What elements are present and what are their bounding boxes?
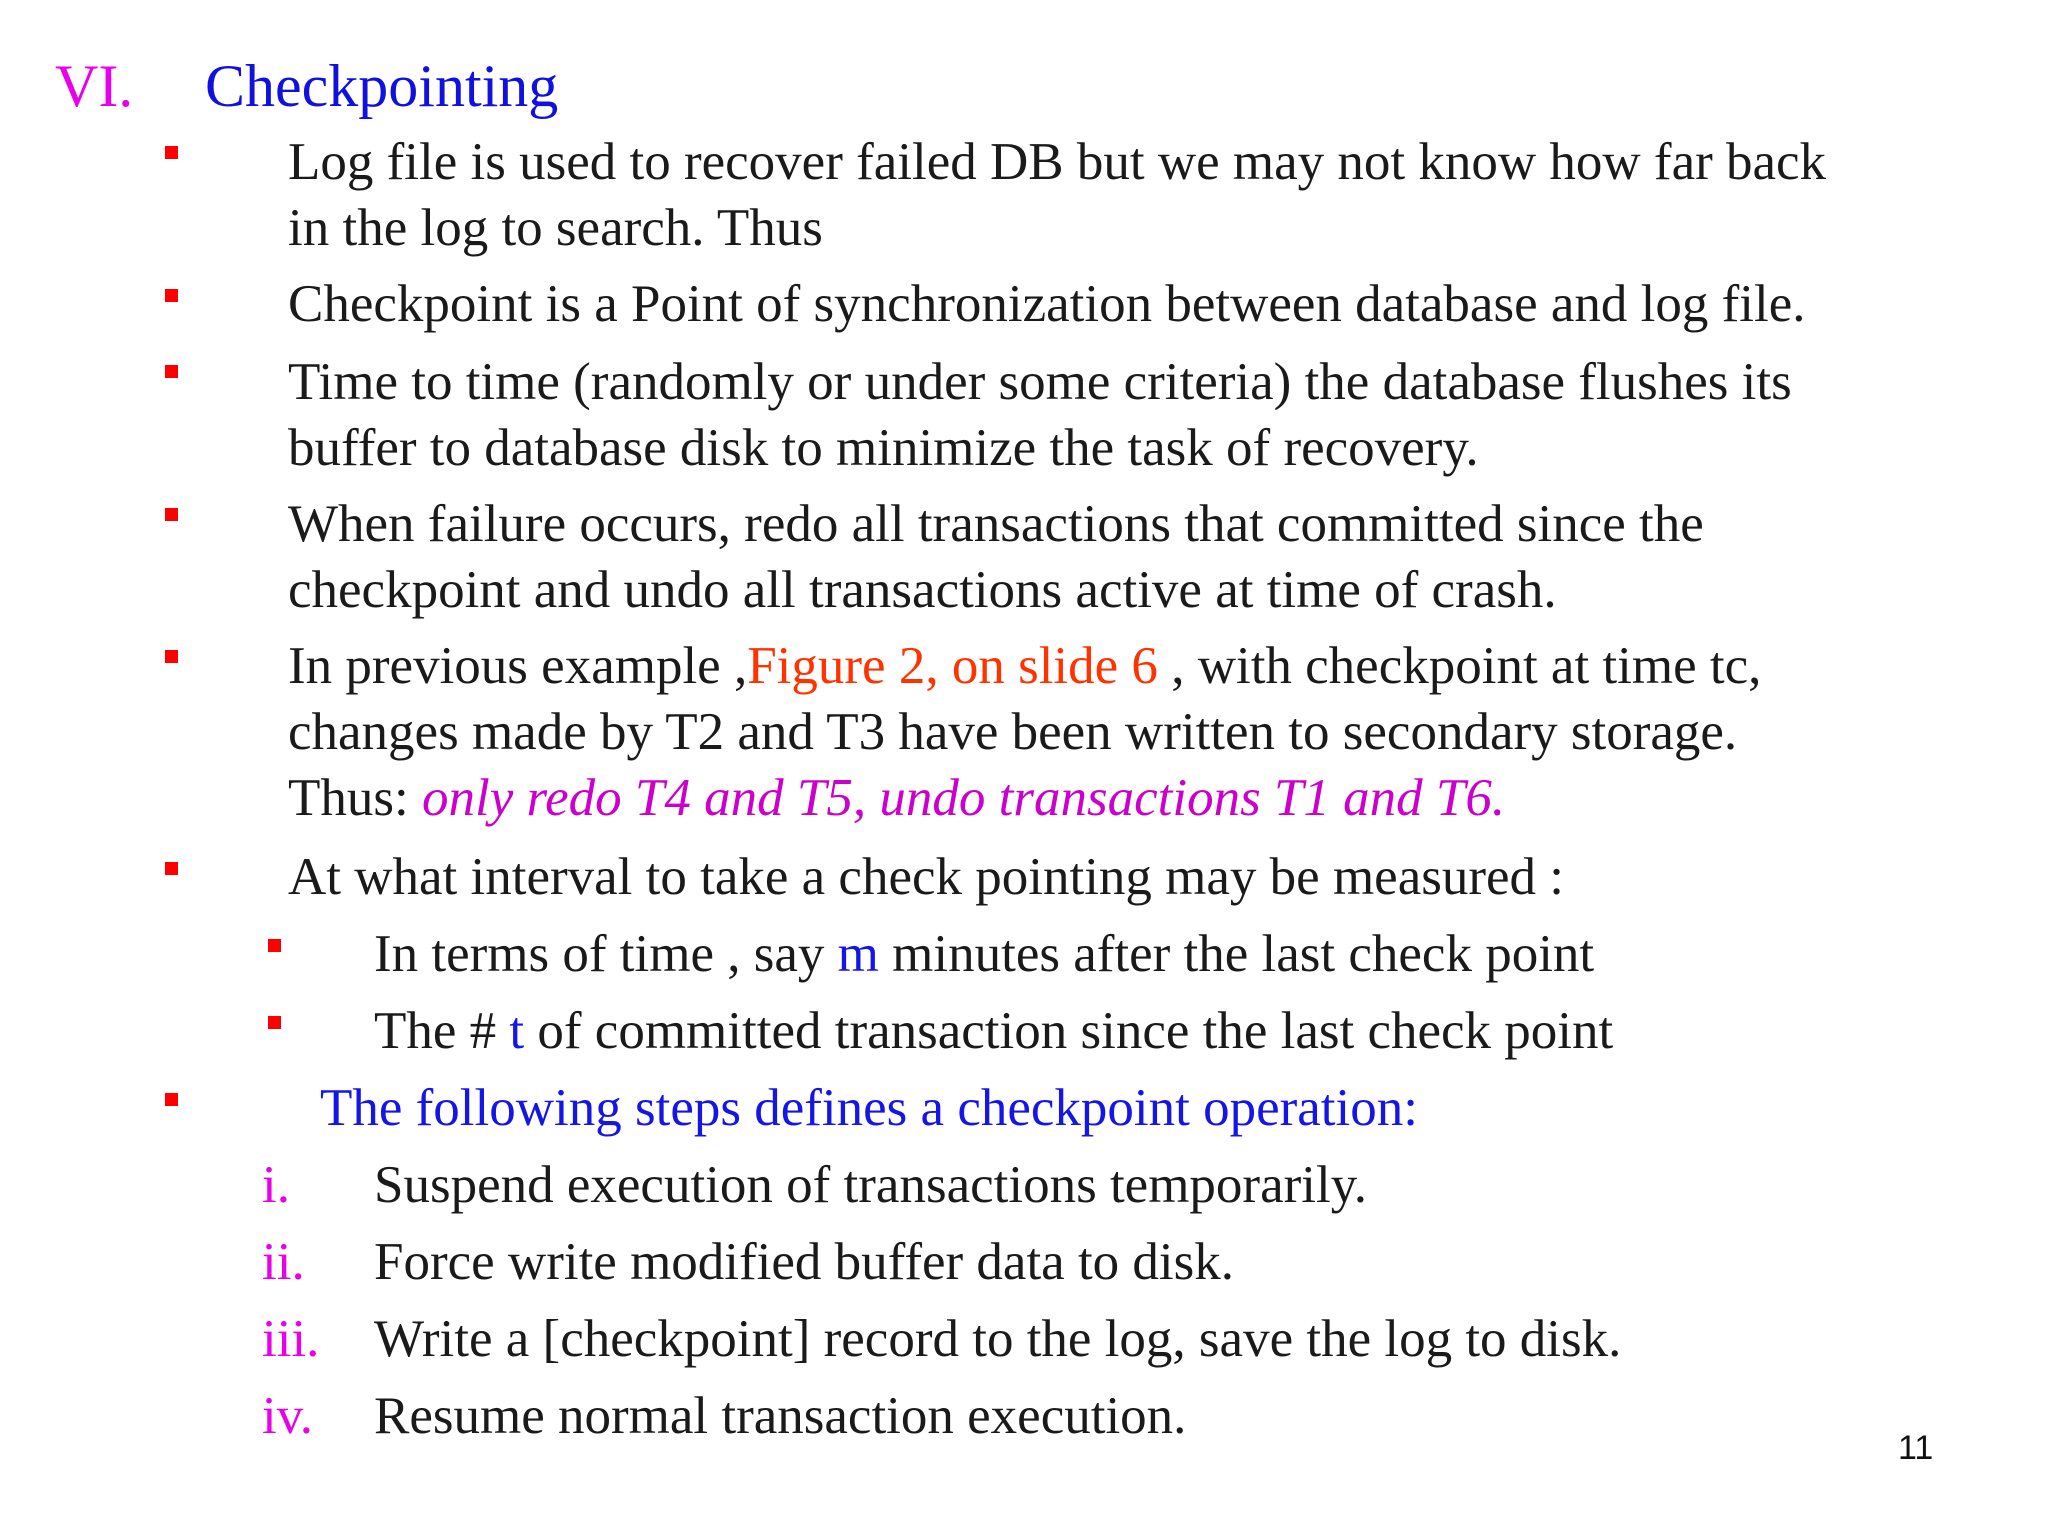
sub-bullet-text: The #: [374, 1002, 510, 1060]
bullet-5-text: Thus:: [288, 769, 422, 827]
sub-bullet-marker: [268, 1016, 281, 1029]
step-numeral: i.: [262, 1156, 290, 1214]
variable-m: m: [837, 925, 879, 983]
sub-bullet-text: In terms of time , say: [374, 925, 838, 983]
bullet-marker: [165, 289, 178, 302]
step-numeral: ii.: [262, 1233, 305, 1291]
variable-t: t: [509, 1002, 525, 1060]
sub-bullet-1: [374, 922, 1594, 986]
step-text: Write a [checkpoint] record to the log, save the log to disk.: [374, 1310, 1622, 1368]
bullet-5-line-3: [288, 766, 1505, 830]
sub-bullet-text: of committed transaction since the last check point: [524, 1002, 1614, 1060]
bullet-marker: [165, 508, 178, 521]
bullet-5-line-1: [288, 634, 1761, 698]
heading-title: Checkpointing: [205, 53, 559, 119]
step-numeral: iii.: [262, 1310, 320, 1368]
bullet-4-line-1: When failure occurs, redo all transactions that committed since the: [288, 495, 1704, 553]
step-text: Suspend execution of transactions temporarily.: [374, 1156, 1367, 1214]
bullet-marker: [165, 1093, 178, 1106]
bullet-marker: [165, 650, 178, 663]
slide-heading: [55, 50, 558, 122]
step-text: Resume normal transaction execution.: [374, 1387, 1187, 1445]
sub-bullet-marker: [268, 939, 281, 952]
bullet-6-line-1: At what interval to take a check pointing may be measured :: [288, 848, 1564, 906]
emphasis-text: only redo T4 and T5, undo transactions T1 and T6.: [421, 769, 1506, 827]
bullet-7-line-1: The following steps defines a checkpoint operation:: [320, 1079, 1418, 1137]
bullet-marker: [165, 365, 178, 378]
bullet-5-line-2: changes made by T2 and T3 have been written to secondary storage.: [288, 703, 1738, 761]
bullet-3-line-2: buffer to database disk to minimize the task of recovery.: [288, 419, 1479, 477]
bullet-4-line-2: checkpoint and undo all transactions active at time of crash.: [288, 561, 1557, 619]
sub-bullet-2: [374, 999, 1613, 1063]
sub-bullet-text: minutes after the last check point: [878, 925, 1595, 983]
step-text: Force write modified buffer data to disk.: [374, 1233, 1235, 1291]
page-number: 11: [1898, 1429, 1934, 1467]
heading-number: VI.: [55, 53, 134, 119]
bullet-5-text: In previous example ,: [288, 637, 748, 695]
bullet-marker: [165, 862, 178, 875]
step-numeral: iv.: [262, 1387, 314, 1445]
bullet-5-text: , with checkpoint at time tc,: [1157, 637, 1762, 695]
slide-reference-link: Figure 2, on slide 6: [747, 637, 1158, 695]
bullet-marker: [165, 146, 178, 159]
bullet-2-line-1: Checkpoint is a Point of synchronization between database and log file.: [288, 275, 1806, 333]
bullet-1-line-2: in the log to search. Thus: [288, 199, 823, 257]
bullet-1-line-1: Log file is used to recover failed DB but we may not know how far back: [288, 133, 1827, 191]
bullet-3-line-1: Time to time (randomly or under some criteria) the database flushes its: [288, 353, 1792, 411]
